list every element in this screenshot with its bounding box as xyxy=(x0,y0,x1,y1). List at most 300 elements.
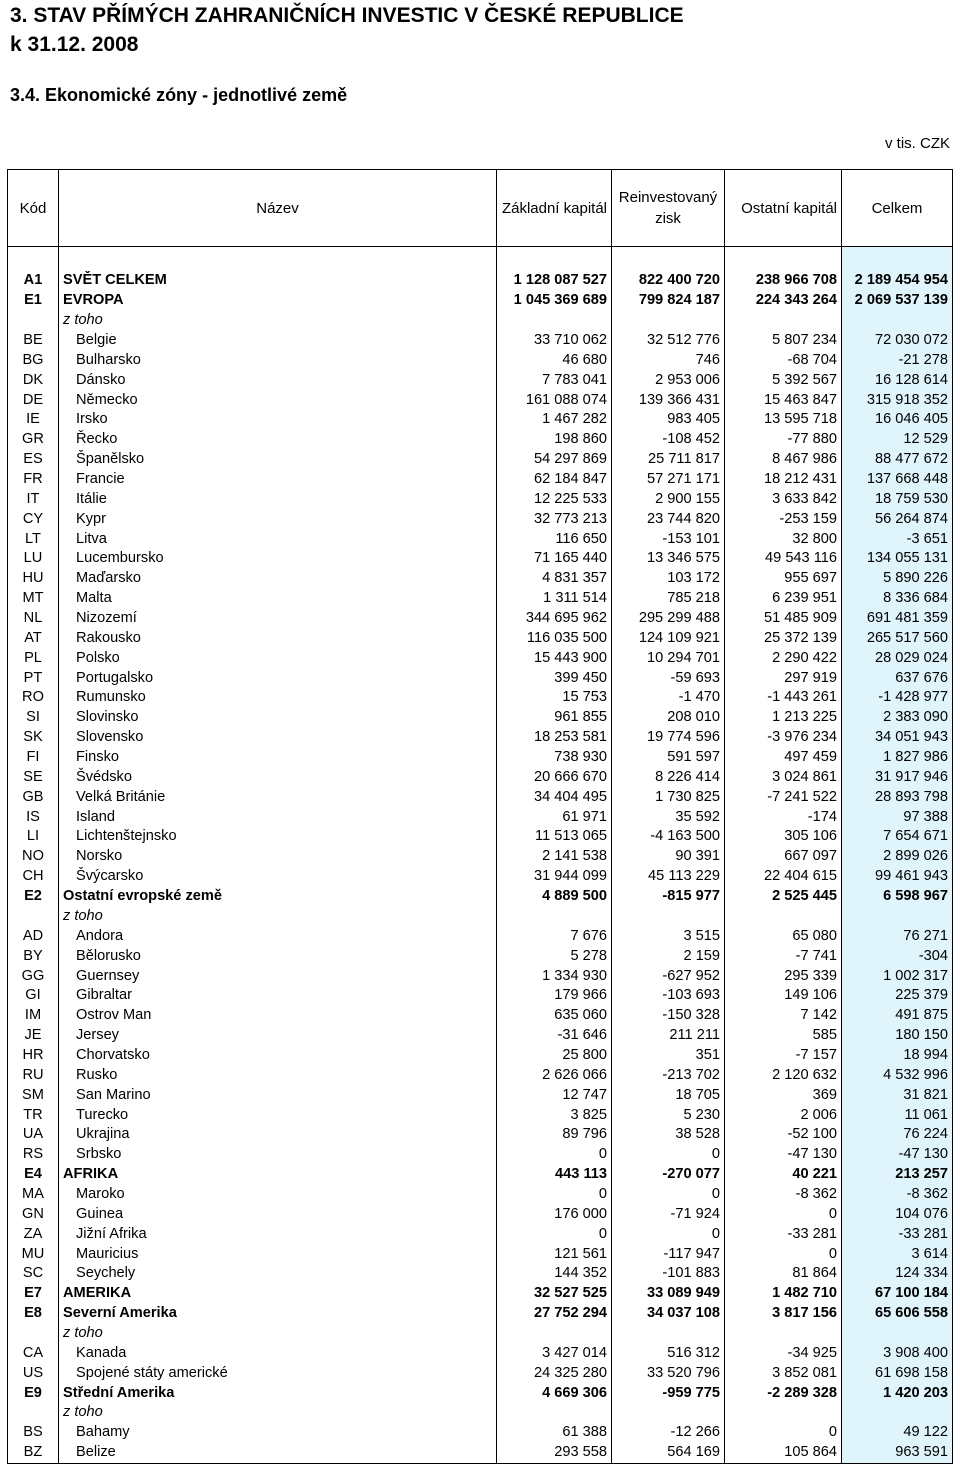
cell-basic-capital: 1 311 514 xyxy=(497,589,612,609)
cell-name: Guernsey xyxy=(59,966,497,986)
document-date: k 31.12. 2008 xyxy=(10,33,139,56)
cell-name: Finsko xyxy=(59,748,497,768)
cell-code: MU xyxy=(8,1244,59,1264)
table-row xyxy=(8,1343,953,1363)
cell-other-capital: 1 482 710 xyxy=(725,1284,842,1304)
table-row xyxy=(8,271,953,291)
cell-code: SM xyxy=(8,1085,59,1105)
cell-name: Norsko xyxy=(59,847,497,867)
cell-code: IM xyxy=(8,1006,59,1026)
cell-reinvested-profit: -213 702 xyxy=(612,1065,725,1085)
cell-name: Rakousko xyxy=(59,628,497,648)
cell-name: Francie xyxy=(59,470,497,490)
cell-name: Střední Amerika xyxy=(59,1383,497,1403)
cell-total: 691 481 359 xyxy=(842,609,953,629)
cell-code: E9 xyxy=(8,1383,59,1403)
cell-basic-capital: 293 558 xyxy=(497,1443,612,1463)
cell-basic-capital: 15 753 xyxy=(497,688,612,708)
cell-reinvested-profit: 35 592 xyxy=(612,807,725,827)
cell-total: 265 517 560 xyxy=(842,628,953,648)
cell-reinvested-profit: -101 883 xyxy=(612,1264,725,1284)
cell-name: Portugalsko xyxy=(59,668,497,688)
cell-code: CY xyxy=(8,509,59,529)
header-row xyxy=(8,170,953,247)
cell-code xyxy=(8,311,59,331)
cell-name: Litva xyxy=(59,529,497,549)
cell-code: BY xyxy=(8,946,59,966)
table-row xyxy=(8,1046,953,1066)
cell-reinvested-profit: -959 775 xyxy=(612,1383,725,1403)
cell-basic-capital xyxy=(497,1403,612,1423)
cell-basic-capital: 27 752 294 xyxy=(497,1304,612,1324)
cell-reinvested-profit: 208 010 xyxy=(612,708,725,728)
table-row xyxy=(8,291,953,311)
cell-total: 56 264 874 xyxy=(842,509,953,529)
cell-code: TR xyxy=(8,1105,59,1125)
cell-basic-capital: -31 646 xyxy=(497,1026,612,1046)
table-row xyxy=(8,450,953,470)
cell-name: Bulharsko xyxy=(59,350,497,370)
cell-basic-capital: 54 297 869 xyxy=(497,450,612,470)
cell-code: AT xyxy=(8,628,59,648)
cell-name: Seychely xyxy=(59,1264,497,1284)
cell-total: 2 383 090 xyxy=(842,708,953,728)
cell-basic-capital: 15 443 900 xyxy=(497,648,612,668)
table-row xyxy=(8,430,953,450)
table-row xyxy=(8,1363,953,1383)
cell-total: -8 362 xyxy=(842,1185,953,1205)
cell-name: AMERIKA xyxy=(59,1284,497,1304)
cell-reinvested-profit: 983 405 xyxy=(612,410,725,430)
cell-basic-capital: 61 388 xyxy=(497,1423,612,1443)
cell-code: BE xyxy=(8,331,59,351)
table-row xyxy=(8,1065,953,1085)
cell-reinvested-profit xyxy=(612,907,725,927)
cell-reinvested-profit: -4 163 500 xyxy=(612,827,725,847)
cell-total: 1 002 317 xyxy=(842,966,953,986)
cell-code: ES xyxy=(8,450,59,470)
cell-code: GN xyxy=(8,1204,59,1224)
cell-other-capital: 51 485 909 xyxy=(725,609,842,629)
cell-code xyxy=(8,1324,59,1344)
cell-code: E4 xyxy=(8,1165,59,1185)
cell-code: BZ xyxy=(8,1443,59,1463)
cell-other-capital: -68 704 xyxy=(725,350,842,370)
cell-basic-capital: 961 855 xyxy=(497,708,612,728)
cell-name: Lucembursko xyxy=(59,549,497,569)
cell-code: GB xyxy=(8,787,59,807)
table-row xyxy=(8,1165,953,1185)
cell-name: Itálie xyxy=(59,489,497,509)
cell-other-capital: 149 106 xyxy=(725,986,842,1006)
table-row xyxy=(8,1145,953,1165)
header-name: Název xyxy=(59,170,497,247)
cell-code: PT xyxy=(8,668,59,688)
cell-total: 2 069 537 139 xyxy=(842,291,953,311)
table-row xyxy=(8,1105,953,1125)
cell-code: HR xyxy=(8,1046,59,1066)
cell-code: BS xyxy=(8,1423,59,1443)
cell-reinvested-profit: 10 294 701 xyxy=(612,648,725,668)
cell-other-capital: 3 852 081 xyxy=(725,1363,842,1383)
cell-code: RS xyxy=(8,1145,59,1165)
cell-reinvested-profit: 19 774 596 xyxy=(612,728,725,748)
cell-other-capital: 22 404 615 xyxy=(725,867,842,887)
cell-total: 31 917 946 xyxy=(842,767,953,787)
cell-name: Kanada xyxy=(59,1343,497,1363)
table-row xyxy=(8,311,953,331)
cell-name: Guinea xyxy=(59,1204,497,1224)
cell-code: E1 xyxy=(8,291,59,311)
cell-reinvested-profit: 591 597 xyxy=(612,748,725,768)
cell-total: 67 100 184 xyxy=(842,1284,953,1304)
cell-total: 180 150 xyxy=(842,1026,953,1046)
cell-reinvested-profit: 2 159 xyxy=(612,946,725,966)
cell-reinvested-profit: 38 528 xyxy=(612,1125,725,1145)
cell-basic-capital: 635 060 xyxy=(497,1006,612,1026)
cell-name: Velká Británie xyxy=(59,787,497,807)
cell-total: 76 271 xyxy=(842,926,953,946)
cell-basic-capital: 116 035 500 xyxy=(497,628,612,648)
cell-name: Maďarsko xyxy=(59,569,497,589)
cell-code: ZA xyxy=(8,1224,59,1244)
cell-name: Srbsko xyxy=(59,1145,497,1165)
table-row xyxy=(8,331,953,351)
cell-reinvested-profit: 139 366 431 xyxy=(612,390,725,410)
cell-code: DK xyxy=(8,370,59,390)
cell-basic-capital: 24 325 280 xyxy=(497,1363,612,1383)
cell-reinvested-profit: -103 693 xyxy=(612,986,725,1006)
cell-total: -21 278 xyxy=(842,350,953,370)
cell-code: MT xyxy=(8,589,59,609)
cell-basic-capital: 4 831 357 xyxy=(497,569,612,589)
cell-reinvested-profit: 90 391 xyxy=(612,847,725,867)
cell-basic-capital: 4 889 500 xyxy=(497,887,612,907)
cell-name: Slovinsko xyxy=(59,708,497,728)
cell-name: Severní Amerika xyxy=(59,1304,497,1324)
cell-basic-capital: 1 334 930 xyxy=(497,966,612,986)
cell-reinvested-profit: 2 900 155 xyxy=(612,489,725,509)
table-row xyxy=(8,1284,953,1304)
cell-total: 5 890 226 xyxy=(842,569,953,589)
table-row xyxy=(8,807,953,827)
cell-basic-capital: 12 747 xyxy=(497,1085,612,1105)
cell-other-capital: 0 xyxy=(725,1244,842,1264)
cell-reinvested-profit: 799 824 187 xyxy=(612,291,725,311)
cell-reinvested-profit: 0 xyxy=(612,1185,725,1205)
table-row xyxy=(8,966,953,986)
cell-basic-capital: 5 278 xyxy=(497,946,612,966)
cell-basic-capital: 31 944 099 xyxy=(497,867,612,887)
table-row xyxy=(8,1383,953,1403)
cell-other-capital: 7 142 xyxy=(725,1006,842,1026)
cell-other-capital: -52 100 xyxy=(725,1125,842,1145)
table-row xyxy=(8,390,953,410)
table-row xyxy=(8,1264,953,1284)
cell-name: Německo xyxy=(59,390,497,410)
cell-code: NO xyxy=(8,847,59,867)
table-row xyxy=(8,668,953,688)
table-row xyxy=(8,986,953,1006)
cell-reinvested-profit: 57 271 171 xyxy=(612,470,725,490)
table-row xyxy=(8,589,953,609)
cell-basic-capital: 176 000 xyxy=(497,1204,612,1224)
cell-code: LT xyxy=(8,529,59,549)
cell-basic-capital: 0 xyxy=(497,1145,612,1165)
cell-total: 65 606 558 xyxy=(842,1304,953,1324)
cell-name: Mauricius xyxy=(59,1244,497,1264)
cell-reinvested-profit: 0 xyxy=(612,1224,725,1244)
cell-name: Španělsko xyxy=(59,450,497,470)
cell-code: E7 xyxy=(8,1284,59,1304)
table-row xyxy=(8,1423,953,1443)
cell-code: MA xyxy=(8,1185,59,1205)
cell-basic-capital xyxy=(497,1324,612,1344)
cell-code: IS xyxy=(8,807,59,827)
cell-other-capital: -47 130 xyxy=(725,1145,842,1165)
cell-total: 137 668 448 xyxy=(842,470,953,490)
cell-name: Maroko xyxy=(59,1185,497,1205)
document-title: 3. STAV PŘÍMÝCH ZAHRANIČNÍCH INVESTIC V ČESKÉ REPUBLICE xyxy=(10,4,684,27)
cell-total: 225 379 xyxy=(842,986,953,1006)
section-subtitle: 3.4. Ekonomické zóny - jednotlivé země xyxy=(10,85,348,105)
cell-reinvested-profit: 1 730 825 xyxy=(612,787,725,807)
cell-name: Slovensko xyxy=(59,728,497,748)
table-row xyxy=(8,529,953,549)
table-row xyxy=(8,1125,953,1145)
cell-code: FR xyxy=(8,470,59,490)
cell-total: 88 477 672 xyxy=(842,450,953,470)
cell-other-capital: 305 106 xyxy=(725,827,842,847)
table-row xyxy=(8,1244,953,1264)
cell-total: -3 651 xyxy=(842,529,953,549)
cell-code: SI xyxy=(8,708,59,728)
cell-total: -33 281 xyxy=(842,1224,953,1244)
cell-basic-capital: 116 650 xyxy=(497,529,612,549)
cell-reinvested-profit xyxy=(612,1403,725,1423)
cell-other-capital: 25 372 139 xyxy=(725,628,842,648)
cell-basic-capital: 71 165 440 xyxy=(497,549,612,569)
cell-total: 3 614 xyxy=(842,1244,953,1264)
cell-total: -304 xyxy=(842,946,953,966)
table-row xyxy=(8,648,953,668)
cell-basic-capital: 62 184 847 xyxy=(497,470,612,490)
table-row xyxy=(8,370,953,390)
cell-total: 16 046 405 xyxy=(842,410,953,430)
cell-code: GR xyxy=(8,430,59,450)
unit-label: v tis. CZK xyxy=(884,135,950,152)
cell-name: Belgie xyxy=(59,331,497,351)
cell-code: CA xyxy=(8,1343,59,1363)
cell-basic-capital: 0 xyxy=(497,1224,612,1244)
cell-name: Ukrajina xyxy=(59,1125,497,1145)
cell-code: RU xyxy=(8,1065,59,1085)
table-row xyxy=(8,1026,953,1046)
cell-code: SE xyxy=(8,767,59,787)
cell-code: GG xyxy=(8,966,59,986)
cell-basic-capital: 738 930 xyxy=(497,748,612,768)
cell-total: 99 461 943 xyxy=(842,867,953,887)
table-row xyxy=(8,410,953,430)
header-other-capital: Ostatní kapitál xyxy=(725,170,842,247)
cell-other-capital: 49 543 116 xyxy=(725,549,842,569)
cell-name: AFRIKA xyxy=(59,1165,497,1185)
cell-name: Malta xyxy=(59,589,497,609)
investment-table xyxy=(7,169,953,1464)
header-code: Kód xyxy=(8,170,59,247)
table-row xyxy=(8,867,953,887)
cell-name: San Marino xyxy=(59,1085,497,1105)
cell-name: Ostrov Man xyxy=(59,1006,497,1026)
cell-total: 76 224 xyxy=(842,1125,953,1145)
table-row xyxy=(8,509,953,529)
cell-code: E2 xyxy=(8,887,59,907)
table-row xyxy=(8,748,953,768)
cell-code: AD xyxy=(8,926,59,946)
cell-code: IE xyxy=(8,410,59,430)
table-row xyxy=(8,1224,953,1244)
cell-other-capital: 2 120 632 xyxy=(725,1065,842,1085)
cell-code: SC xyxy=(8,1264,59,1284)
table-row xyxy=(8,827,953,847)
cell-total: 28 893 798 xyxy=(842,787,953,807)
cell-name: z toho xyxy=(59,1403,497,1423)
cell-name: Andora xyxy=(59,926,497,946)
cell-reinvested-profit: -71 924 xyxy=(612,1204,725,1224)
cell-total: -1 428 977 xyxy=(842,688,953,708)
cell-name: z toho xyxy=(59,1324,497,1344)
cell-reinvested-profit: -108 452 xyxy=(612,430,725,450)
cell-other-capital: 955 697 xyxy=(725,569,842,589)
cell-other-capital: 585 xyxy=(725,1026,842,1046)
cell-reinvested-profit: -1 470 xyxy=(612,688,725,708)
cell-other-capital: -174 xyxy=(725,807,842,827)
cell-basic-capital: 1 045 369 689 xyxy=(497,291,612,311)
cell-basic-capital: 32 527 525 xyxy=(497,1284,612,1304)
cell-name: Řecko xyxy=(59,430,497,450)
header-total: Celkem xyxy=(842,170,953,247)
cell-other-capital: 6 239 951 xyxy=(725,589,842,609)
cell-other-capital xyxy=(725,907,842,927)
cell-name: Bahamy xyxy=(59,1423,497,1443)
cell-other-capital: -1 443 261 xyxy=(725,688,842,708)
cell-basic-capital: 7 783 041 xyxy=(497,370,612,390)
cell-other-capital: 224 343 264 xyxy=(725,291,842,311)
cell-reinvested-profit: -150 328 xyxy=(612,1006,725,1026)
cell-reinvested-profit: 746 xyxy=(612,350,725,370)
spacer-row xyxy=(8,247,953,272)
cell-name: Gibraltar xyxy=(59,986,497,1006)
cell-total: 11 061 xyxy=(842,1105,953,1125)
cell-other-capital: 8 467 986 xyxy=(725,450,842,470)
table-row xyxy=(8,728,953,748)
table-row xyxy=(8,1304,953,1324)
cell-code: E8 xyxy=(8,1304,59,1324)
cell-reinvested-profit xyxy=(612,311,725,331)
cell-other-capital: 2 525 445 xyxy=(725,887,842,907)
cell-name: Spojené státy americké xyxy=(59,1363,497,1383)
cell-basic-capital: 34 404 495 xyxy=(497,787,612,807)
cell-reinvested-profit: 2 953 006 xyxy=(612,370,725,390)
cell-total: 49 122 xyxy=(842,1423,953,1443)
cell-other-capital: -7 241 522 xyxy=(725,787,842,807)
cell-total xyxy=(842,1324,953,1344)
cell-other-capital: 32 800 xyxy=(725,529,842,549)
cell-name: Rumunsko xyxy=(59,688,497,708)
cell-reinvested-profit: 13 346 575 xyxy=(612,549,725,569)
table-row xyxy=(8,688,953,708)
cell-basic-capital: 25 800 xyxy=(497,1046,612,1066)
cell-basic-capital: 121 561 xyxy=(497,1244,612,1264)
cell-basic-capital: 3 427 014 xyxy=(497,1343,612,1363)
cell-other-capital: 1 213 225 xyxy=(725,708,842,728)
cell-reinvested-profit xyxy=(612,1324,725,1344)
cell-total: 963 591 xyxy=(842,1443,953,1463)
cell-reinvested-profit: 295 299 488 xyxy=(612,609,725,629)
cell-other-capital: -7 741 xyxy=(725,946,842,966)
cell-total: -47 130 xyxy=(842,1145,953,1165)
table-body xyxy=(8,247,953,1464)
table-row xyxy=(8,470,953,490)
cell-code: FI xyxy=(8,748,59,768)
cell-total: 637 676 xyxy=(842,668,953,688)
cell-name: Turecko xyxy=(59,1105,497,1125)
cell-total xyxy=(842,907,953,927)
cell-name: Lichtenštejnsko xyxy=(59,827,497,847)
cell-total: 124 334 xyxy=(842,1264,953,1284)
cell-reinvested-profit: 103 172 xyxy=(612,569,725,589)
cell-code: JE xyxy=(8,1026,59,1046)
cell-total: 1 420 203 xyxy=(842,1383,953,1403)
cell-total: 213 257 xyxy=(842,1165,953,1185)
cell-total: 104 076 xyxy=(842,1204,953,1224)
cell-reinvested-profit: 822 400 720 xyxy=(612,271,725,291)
cell-other-capital: -77 880 xyxy=(725,430,842,450)
cell-other-capital: 15 463 847 xyxy=(725,390,842,410)
table-row xyxy=(8,787,953,807)
cell-reinvested-profit: 32 512 776 xyxy=(612,331,725,351)
cell-name: z toho xyxy=(59,311,497,331)
table-row xyxy=(8,1185,953,1205)
table-row xyxy=(8,926,953,946)
cell-name: Dánsko xyxy=(59,370,497,390)
cell-reinvested-profit: 785 218 xyxy=(612,589,725,609)
table-row xyxy=(8,946,953,966)
cell-total xyxy=(842,1403,953,1423)
cell-basic-capital: 20 666 670 xyxy=(497,767,612,787)
cell-total: 134 055 131 xyxy=(842,549,953,569)
header-basic-capital: Základní kapitál xyxy=(497,170,612,247)
cell-other-capital: 0 xyxy=(725,1204,842,1224)
cell-other-capital: 2 290 422 xyxy=(725,648,842,668)
cell-name: Švýcarsko xyxy=(59,867,497,887)
table-row xyxy=(8,569,953,589)
cell-other-capital: -253 159 xyxy=(725,509,842,529)
cell-other-capital: -2 289 328 xyxy=(725,1383,842,1403)
cell-reinvested-profit: -815 977 xyxy=(612,887,725,907)
cell-basic-capital: 399 450 xyxy=(497,668,612,688)
cell-code: A1 xyxy=(8,271,59,291)
cell-other-capital: -34 925 xyxy=(725,1343,842,1363)
cell-reinvested-profit: 8 226 414 xyxy=(612,767,725,787)
cell-reinvested-profit: 25 711 817 xyxy=(612,450,725,470)
cell-basic-capital: 61 971 xyxy=(497,807,612,827)
cell-name: Švédsko xyxy=(59,767,497,787)
cell-code: LI xyxy=(8,827,59,847)
cell-basic-capital: 3 825 xyxy=(497,1105,612,1125)
table-row xyxy=(8,1403,953,1423)
cell-basic-capital: 179 966 xyxy=(497,986,612,1006)
